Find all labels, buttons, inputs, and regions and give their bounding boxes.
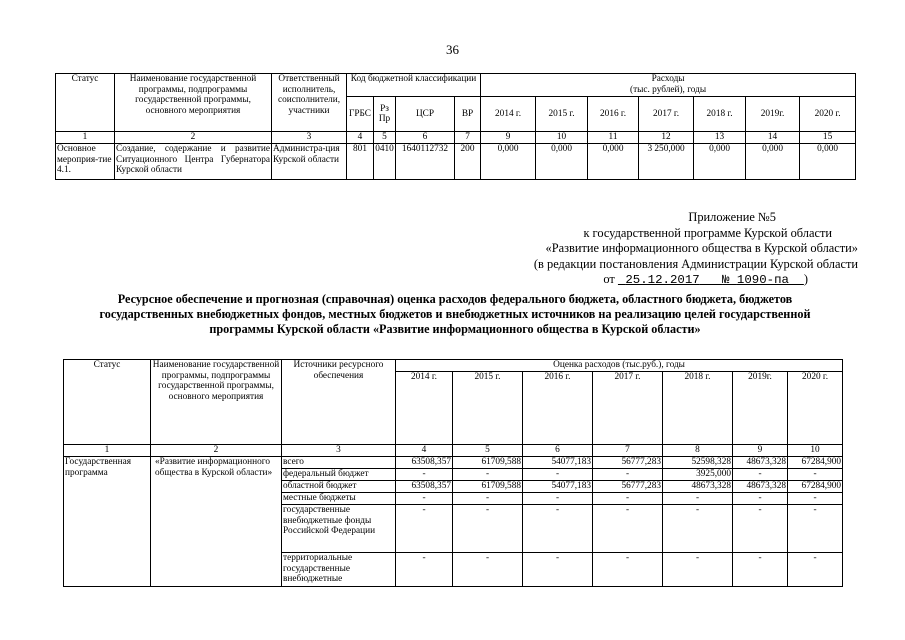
value-cell: 67284,900	[788, 481, 843, 493]
column-number: 3	[282, 445, 396, 457]
resource-table	[63, 359, 843, 587]
value-cell: -	[593, 505, 663, 553]
header-grbs: ГРБС	[347, 97, 374, 132]
value-cell: 48673,328	[733, 457, 788, 469]
column-number: 4	[347, 132, 374, 144]
column-number: 12	[639, 132, 694, 144]
appendix-date-line	[458, 272, 858, 289]
header-executor: Ответственный исполнитель, соисполнители, участники	[272, 74, 347, 132]
header-expenses-unit: (тыс. рублей), годы	[629, 84, 707, 95]
value-cell: -	[523, 505, 593, 553]
value-cell: -	[453, 505, 523, 553]
row-value: 0,000	[800, 144, 856, 180]
row-value: 0,000	[694, 144, 746, 180]
page-number: 36	[446, 42, 459, 57]
value-cell: 61709,588	[453, 481, 523, 493]
value-cell: -	[396, 493, 453, 505]
value-cell: -	[593, 493, 663, 505]
row-value: 0,000	[746, 144, 800, 180]
appendix-line: к государственной программе Курской области	[583, 225, 832, 240]
header-year: 2018 г.	[663, 372, 733, 445]
header-year: 2018 г.	[694, 97, 746, 132]
header-name: Наименование государственной программы, подпрограммы государственной программы, основного мероприятия	[115, 74, 272, 132]
value-cell: 56777,283	[593, 481, 663, 493]
appendix-line: «Развитие информационного общества в Курской области»	[545, 241, 858, 255]
row-value: 0,000	[588, 144, 639, 180]
value-cell: -	[788, 505, 843, 553]
header-estimate: Оценка расходов (тыс.руб.), годы	[396, 360, 843, 372]
column-number: 1	[64, 445, 151, 457]
column-number: 7	[455, 132, 481, 144]
value-cell: -	[788, 469, 843, 481]
column-number: 2	[115, 132, 272, 144]
header-year: 2015 г.	[453, 372, 523, 445]
column-number: 8	[663, 445, 733, 457]
resolution-date: 25.12.2017	[625, 273, 700, 287]
column-number: 3	[272, 132, 347, 144]
value-cell: -	[733, 553, 788, 587]
resource-title: Ресурсное обеспечение и прогнозная (справочная) оценка расходов федерального бюджета, областного бюджета, бюджетов государственных внебюджетных фондов, местных бюджетов и внебюджетных источников на реализацию целей государственной программы Курской области «Развитие информационного общества в Курской области»	[99, 292, 811, 336]
value-cell: 61709,588	[453, 457, 523, 469]
value-cell: 48673,328	[663, 481, 733, 493]
value-cell: -	[733, 505, 788, 553]
header-year: 2014 г.	[396, 372, 453, 445]
column-number: 14	[746, 132, 800, 144]
header-status: Статус	[64, 360, 151, 445]
close-paren: )	[803, 272, 808, 286]
from-label: от	[603, 272, 615, 286]
value-cell: -	[396, 553, 453, 587]
header-name: Наименование государственной программы, подпрограммы государственной программы, основного мероприятия	[151, 360, 282, 445]
value-cell: 3925,000	[663, 469, 733, 481]
header-year: 2016 г.	[588, 97, 639, 132]
header-year: 2020 г.	[800, 97, 856, 132]
header-status: Статус	[56, 74, 115, 132]
column-number: 11	[588, 132, 639, 144]
source-label: всего	[282, 457, 396, 469]
header-year: 2019г.	[733, 372, 788, 445]
row-value: 3 250,000	[639, 144, 694, 180]
header-year: 2017 г.	[639, 97, 694, 132]
resolution-number: № 1090-па	[722, 273, 789, 287]
column-number: 2	[151, 445, 282, 457]
column-number: 9	[481, 132, 536, 144]
header-rzpr: Рз Пр	[374, 97, 396, 132]
row-rzpr: 0410	[374, 144, 396, 180]
value-cell: -	[788, 493, 843, 505]
value-cell: 63508,357	[396, 481, 453, 493]
value-cell: -	[788, 553, 843, 587]
value-cell: -	[453, 469, 523, 481]
row-executor: Администра-ция Курской области	[272, 144, 347, 180]
header-csr: ЦСР	[396, 97, 455, 132]
row-grbs: 801	[347, 144, 374, 180]
row-name: Создание, содержание и развитие Ситуационного Центра Губернатора Курской области	[115, 144, 272, 180]
header-expenses-title: Расходы	[651, 74, 685, 84]
value-cell: 63508,357	[396, 457, 453, 469]
value-cell: 48673,328	[733, 481, 788, 493]
source-label: местные бюджеты	[282, 493, 396, 505]
header-year: 2019г.	[746, 97, 800, 132]
header-source: Источники ресурсного обеспечения	[282, 360, 396, 445]
row-value: 0,000	[536, 144, 588, 180]
appendix-title: Приложение №5	[688, 210, 776, 224]
value-cell: -	[663, 493, 733, 505]
value-cell: -	[523, 469, 593, 481]
row-status: Основное мероприя-тие 4.1.	[56, 144, 115, 180]
value-cell: 54077,183	[523, 457, 593, 469]
header-year: 2015 г.	[536, 97, 588, 132]
source-label: областной бюджет	[282, 481, 396, 493]
value-cell: -	[593, 469, 663, 481]
column-number: 5	[374, 132, 396, 144]
expenses-table	[55, 73, 856, 180]
column-number: 9	[733, 445, 788, 457]
column-number: 15	[800, 132, 856, 144]
value-cell: -	[396, 505, 453, 553]
column-number: 7	[593, 445, 663, 457]
value-cell: -	[523, 553, 593, 587]
header-year: 2017 г.	[593, 372, 663, 445]
value-cell: 52598,328	[663, 457, 733, 469]
value-cell: -	[453, 493, 523, 505]
column-number: 4	[396, 445, 453, 457]
value-cell: 54077,183	[523, 481, 593, 493]
program-name: «Развитие информационного общества в Курской области»	[151, 457, 282, 587]
appendix-block	[458, 210, 858, 289]
column-number: 6	[523, 445, 593, 457]
value-cell: -	[593, 553, 663, 587]
value-cell: -	[663, 553, 733, 587]
header-vr: ВР	[455, 97, 481, 132]
header-year: 2014 г.	[481, 97, 536, 132]
row-csr: 1640112732	[396, 144, 455, 180]
row-vr: 200	[455, 144, 481, 180]
column-number: 13	[694, 132, 746, 144]
header-expenses	[481, 74, 856, 97]
row-value: 0,000	[481, 144, 536, 180]
header-year: 2020 г.	[788, 372, 843, 445]
value-cell: -	[663, 505, 733, 553]
header-year: 2016 г.	[523, 372, 593, 445]
table-row	[56, 144, 856, 180]
value-cell: -	[733, 493, 788, 505]
source-label: государственные внебюджетные фонды Российской Федерации	[282, 505, 396, 553]
column-number: 5	[453, 445, 523, 457]
program-status: Государственная программа	[64, 457, 151, 587]
column-number: 10	[788, 445, 843, 457]
appendix-line: (в редакции постановления Администрации Курской области	[533, 256, 858, 271]
header-budget-code: Код бюджетной классификации	[347, 74, 481, 97]
source-label: территориальные государственные внебюджетные	[282, 553, 396, 587]
source-label: федеральный бюджет	[282, 469, 396, 481]
value-cell: -	[733, 469, 788, 481]
column-number: 10	[536, 132, 588, 144]
value-cell: -	[453, 553, 523, 587]
column-number: 1	[56, 132, 115, 144]
value-cell: 56777,283	[593, 457, 663, 469]
value-cell: -	[523, 493, 593, 505]
table-row	[64, 457, 843, 469]
column-number: 6	[396, 132, 455, 144]
value-cell: -	[396, 469, 453, 481]
value-cell: 67284,900	[788, 457, 843, 469]
